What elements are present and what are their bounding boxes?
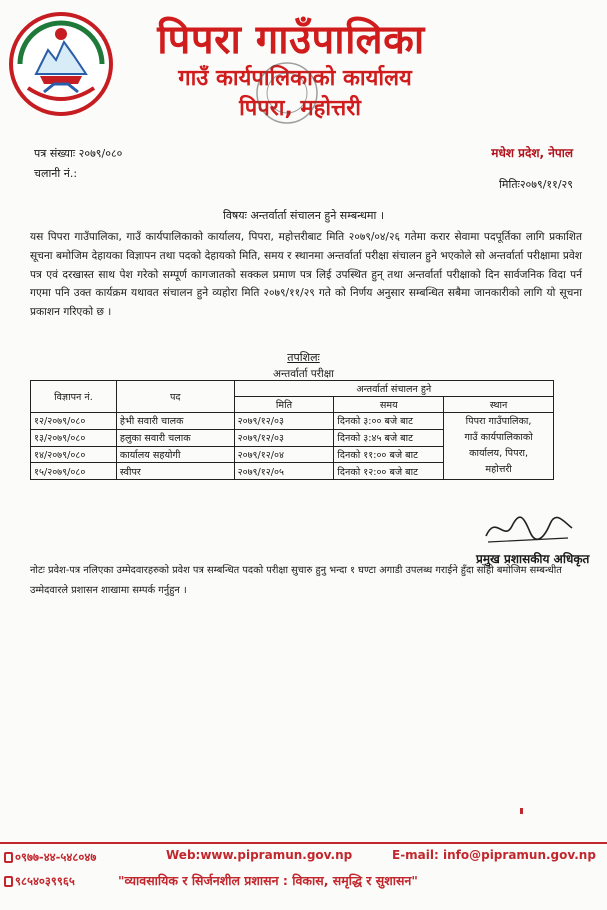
ad-no-cell: १४/२०७९/०८० [31,446,117,463]
official-stamp-icon [252,58,322,128]
date-cell: २०७९/१२/०४ [234,446,334,463]
government-emblem-icon [6,10,116,118]
signature-image [478,508,578,548]
column-header-time: समय [334,397,444,413]
letter-subject: विषयः अन्तर्वार्ता संचालन हुने सम्बन्धमा । [222,209,385,222]
column-header-ad-no: विज्ञापन नं. [31,381,117,413]
office-location: पिपरा, महोत्तरी [239,96,361,121]
table-row [31,413,554,430]
post-cell: स्वीपर [116,463,234,480]
venue-line: कार्यालय, पिपरा, [469,448,529,459]
letter-date: मितिः२०७९/११/२९ [499,178,573,191]
ad-no-cell: १५/२०७९/०८० [31,463,117,480]
column-header-post: पद [116,381,234,413]
ink-mark [520,808,523,814]
time-cell: दिनको १२:०० बजे बाट [334,463,444,480]
column-header-interview: अन्तर्वार्ता संचालन हुने [234,381,553,397]
post-cell: कार्यालय सहयोगी [116,446,234,463]
footer-divider [0,842,607,844]
phone-number: ९८५४०३९९६५ [15,874,75,888]
post-cell: हलुका सवारी चलाक [116,429,234,446]
signatory-title: प्रमुख प्रशासकीय अधिकृत [476,552,590,566]
venue-line: महोत्तरी [485,464,512,475]
dispatch-number: चलानी नं.: [34,167,78,180]
office-title: गाउँ कार्यपालिकाको कार्यालय [178,66,412,91]
phone-icon [4,852,13,863]
footer-phone-mobile [4,874,75,889]
table-caption: अन्तर्वार्ता परीक्षा [272,368,335,380]
time-cell: दिनको ११:०० बजे बाट [334,446,444,463]
venue-line: पिपरा गाउँपालिका, [465,416,532,427]
reference-number: पत्र संख्याः २०७९/०८० [34,147,123,160]
ad-no-cell: १२/२०७९/०८० [31,413,117,430]
venue-line: गाउँ कार्यपालिकाको [464,432,533,443]
footer-website: Web:www.pipramun.gov.np [166,848,353,862]
interview-schedule-table [30,380,554,480]
ad-no-cell: १३/२०७९/०८० [31,429,117,446]
phone-number: ०९७७-४४-५४८०४७ [15,850,97,864]
column-header-date: मिति [234,397,334,413]
table-header-row [31,381,554,397]
venue-cell [444,413,554,480]
footer-slogan: "व्यावसायिक र सिर्जनशील प्रशासन : विकास, समृद्धि र सुशासन" [118,873,418,888]
time-cell: दिनको ३:०० बजे बाट [334,413,444,430]
date-cell: २०७९/१२/०३ [234,413,334,430]
municipality-title: पिपरा गाउँपालिका [157,17,425,63]
date-cell: २०७९/१२/०३ [234,429,334,446]
letter-body: यस पिपरा गाउँपालिका, गाउँ कार्यपालिकाको कार्यालय, पिपरा, महोत्तरीबाट मिति २०७९/०४/२६ गतेमा करार सेवामा पदपूर्तिका लागि प्रकाशित सूचना बमोजिम देहायका विज्ञापन तथा पदको देहायको मिति, समय र स्थानमा अन्तर्वार्ता परीक्षा संचालन हुने भएकोले सो अन्तर्वार्ता परीक्षामा प्रवेश पत्र एवं दरखास्त साथ पेश गरेको सम्पूर्ण कागजातको सक्कल प्रमाण पत्र लिई उपस्थित हुन् तथा अन्तर्वार्ता परीक्षाको दिन सार्वजनिक विदा पर्न गएमा पनि उक्त कार्यक्रम यथावत संचालन हुने व्यहोरा मिति २०७९/११/२९ गते को निर्णय अनुसार सम्बन्धित सबैमा जानकारीको लागि यो सूचना प्रकाशन गरिएको छ । [30,231,582,319]
time-cell: दिनको ३:४५ बजे बाट [334,429,444,446]
province-label: मधेश प्रदेश, नेपाल [491,146,573,160]
post-cell: हेभी सवारी चालक [116,413,234,430]
mobile-phone-icon [4,876,13,887]
column-header-venue: स्थान [444,397,554,413]
note-text: नोटः प्रवेश-पत्र नलिएका उम्मेदवारहरुको प्रवेश पत्र सम्बन्धित पदको परीक्षा सुचारु हुनु भन्दा १ घण्टा अगाडी उपलब्ध गराईने हुँदा सोही बमोजिम सम्बन्धीत उम्मेदवारले प्रशासन शाखामा सम्पर्क गर्नुहुन । [30,565,562,596]
details-heading: तपशिलः [287,351,320,364]
footer-email: E-mail: info@pipramun.gov.np [392,848,596,862]
footer-phone-primary [4,850,96,865]
date-cell: २०७९/१२/०५ [234,463,334,480]
